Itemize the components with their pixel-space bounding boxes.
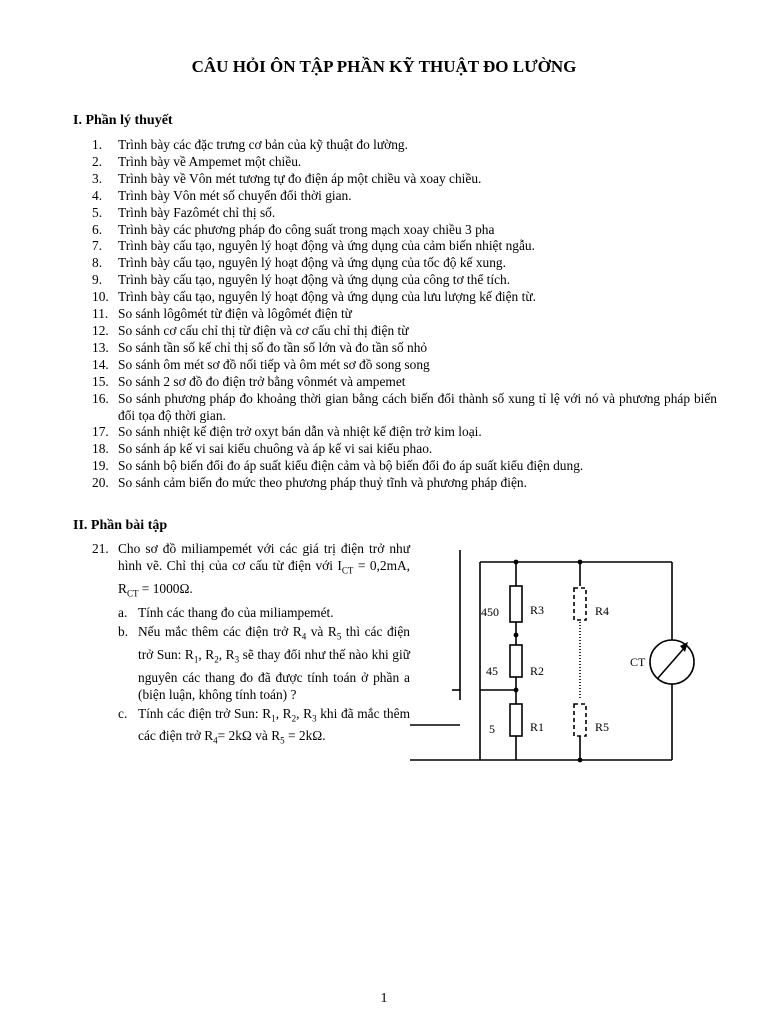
question-text: Trình bày về Vôn mét tương tự đo điện áp một chiều và xoay chiều. (118, 170, 482, 186)
question-number: 9. (92, 272, 103, 288)
question-item (92, 391, 717, 425)
resistor-r1-symbol (510, 704, 522, 736)
question-item (92, 272, 717, 289)
question-text: Trình bày Vôn mét số chuyển đổi thời gian. (118, 187, 352, 203)
question-text: Trình bày các phương pháp đo công suất trong mạch xoay chiều 3 pha (118, 221, 495, 237)
question-text: Trình bày cấu tạo, nguyên lý hoạt động và ứng dụng của lưu lượng kế điện từ. (118, 289, 536, 305)
question-item (92, 238, 717, 255)
question-text: So sánh lôgômét từ điện và lôgômét điện từ (118, 306, 352, 322)
question-number: 12. (92, 322, 109, 338)
question-text: So sánh ôm mét sơ đồ nối tiếp và ôm mét sơ đồ song song (118, 356, 430, 372)
question-text: So sánh áp kế vi sai kiểu chuông và áp kế vi sai kiểu phao. (118, 441, 433, 457)
question-item (92, 441, 717, 458)
question-number: 18. (92, 441, 109, 457)
question-number: 8. (92, 255, 103, 271)
question-number: 16. (92, 390, 109, 406)
question-text: So sánh cơ cấu chỉ thị từ điện và cơ cấu chỉ thị điện từ (118, 322, 409, 338)
question-number: 13. (92, 339, 109, 355)
exercise-part-c: c. Tính các điện trở Sun: $R_1$, $R_2$, $R_3$ khi đã mắc thêm các điện trở $R_4= 2k\Omega$ và $R_5 = 2k\Omega$. (118, 705, 410, 747)
question-number: 7. (92, 238, 103, 254)
question-item (92, 374, 717, 391)
resistor-r5-symbol (574, 704, 586, 736)
r3-label: R3 (530, 603, 545, 617)
question-text: Trình bày cấu tạo, nguyên lý hoạt động và ứng dụng của cảm biến nhiệt ngẫu. (118, 238, 535, 254)
resistor-r3-symbol (510, 586, 522, 622)
question-number: 11. (92, 306, 109, 322)
question-item (92, 255, 717, 272)
question-text: So sánh tần số kế chỉ thị số đo tần số lớn và đo tần số nhỏ (118, 339, 428, 355)
r5-label: R5 (595, 720, 610, 734)
question-number: 14. (92, 356, 109, 372)
theory-question-list (92, 137, 717, 492)
r4-label: R4 (595, 604, 610, 618)
r1-label: R1 (530, 720, 545, 734)
question-item (92, 222, 717, 239)
exercise-part-a: a. Tính các thang đo của miliampemét. (118, 605, 334, 621)
question-item (92, 188, 717, 205)
r2-value-label: 45 (486, 664, 498, 678)
question-number: 17. (92, 424, 109, 440)
question-item (92, 424, 717, 441)
question-item (92, 323, 717, 340)
question-number: 1. (92, 137, 103, 152)
question-text: So sánh 2 sơ đồ đo điện trở bằng vônmét và ampemet (118, 373, 406, 389)
question-number: 5. (92, 204, 103, 220)
question-item (92, 154, 717, 171)
exercise-number: 21. (92, 541, 109, 556)
question-item (92, 475, 717, 492)
question-number: 3. (92, 170, 103, 186)
question-number: 10. (92, 289, 109, 305)
resistor-r4-symbol (574, 588, 586, 620)
meter-label: CT (630, 655, 646, 669)
question-number: 6. (92, 221, 103, 237)
exercise-part-b: b. Nếu mắc thêm các điện trở $R_4$ và $R_5$ thì các điện trở Sun: $R_1$, $R_2$, $R_3$ sẽ thay đổi như thế nào khi giữ nguyên các thang đo đã được tính toán ở phần a (biện luận, không tính toán) ? (118, 624, 410, 702)
question-item (92, 137, 717, 154)
question-text: So sánh nhiệt kế điện trở oxyt bán dẫn và nhiệt kế điện trở kim loại. (118, 424, 482, 440)
section-theory-heading: I. Phần lý thuyết (73, 113, 173, 128)
question-number: 15. (92, 373, 109, 389)
question-text: Trình bày các đặc trưng cơ bản của kỹ thuật đo lường. (118, 137, 408, 152)
r2-label: R2 (530, 664, 545, 678)
question-number: 4. (92, 187, 103, 203)
meter-needle-icon (658, 646, 686, 678)
question-text: So sánh cảm biến đo mức theo phương pháp thuỷ tĩnh và phương pháp điện. (118, 475, 527, 491)
question-item (92, 458, 717, 475)
question-text: Trình bày Fazômét chỉ thị số. (118, 204, 276, 220)
exercise-intro: Cho sơ đồ miliampemét với các giá trị điện trở như hình vẽ. Chỉ thị của cơ cấu từ điện với $I_{CT} = 0,2mA$, $R_{CT} = 1000\Omega$. (118, 541, 410, 599)
section-exercise-heading: II. Phần bài tập (73, 518, 168, 533)
milliammeter-circuit-diagram (410, 540, 730, 775)
resistor-r2-symbol (510, 645, 522, 677)
r1-value-label: 5 (489, 722, 495, 736)
exercise-21 (92, 540, 410, 750)
question-text: Trình bày cấu tạo, nguyên lý hoạt động và ứng dụng của công tơ thể tích. (118, 272, 511, 288)
question-text: Trình bày về Ampemet một chiều. (118, 153, 302, 169)
question-item (92, 171, 717, 188)
question-item (92, 205, 717, 222)
question-number: 20. (92, 475, 109, 491)
question-number: 19. (92, 458, 109, 474)
question-item (92, 289, 717, 306)
question-item (92, 357, 717, 374)
page-number: 1 (380, 991, 388, 1006)
question-item (92, 340, 717, 357)
question-text: So sánh bộ biến đổi đo áp suất kiểu điện cảm và bộ biến đổi đo áp suất kiểu điện dung. (118, 458, 584, 474)
r3-value-label: 450 (481, 605, 499, 619)
question-text: Trình bày cấu tạo, nguyên lý hoạt động và ứng dụng của tốc độ kế xung. (118, 255, 506, 271)
question-item (92, 306, 717, 323)
question-number: 2. (92, 153, 103, 169)
page-title: CÂU HỎI ÔN TẬP PHẦN KỸ THUẬT ĐO LƯỜNG (191, 57, 577, 76)
question-text: So sánh phương pháp đo khoảng thời gian bằng cách biến đổi thành số xung tỉ lệ với nó và phương pháp biến đổi tọa độ thời gian. (118, 390, 717, 423)
